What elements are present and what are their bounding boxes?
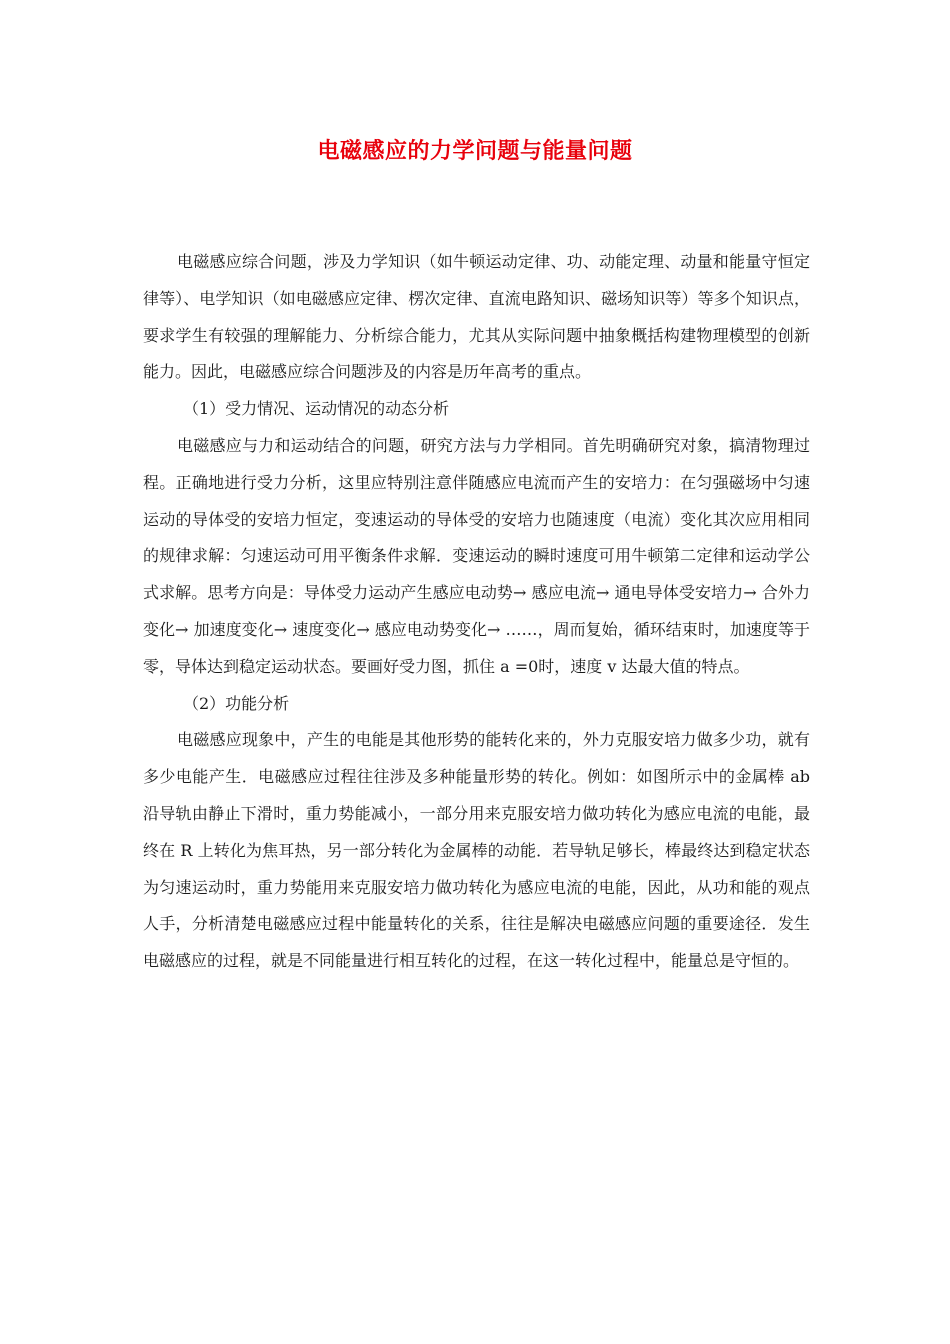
section-heading-force-motion: （1）受力情况、运动情况的动态分析 <box>183 399 450 419</box>
section-paragraph-force-motion: 电磁感应与力和运动结合的问题，研究方法与力学相同。首先明确研究对象，搞清物理过程。正确地进行受力分析，这里应特别注意伴随感应电流而产生的安培力：在匀强磁场中匀速运动的导体受的安培力恒定，变速运动的导体受的安培力也随速度（电流）变化其次应用相同的规律求解：匀速运动可用平衡条件求解．变速运动的瞬时速度可用牛顿第二定律和运动学公式求解。思考方向是：导体受力运动产生感应电动势→ 感应电流→ 通电导体受安培力→ 合外力变化→ 加速度变化→ 速度变化→ 感应电动势变化→ ……，周而复始，循环结束时，加速度等于零，导体达到稳定运动状态。要画好受力图，抓住 a =0时，速度 v 达最大值的特点。 <box>143 435 810 676</box>
section-heading-energy: （2）功能分析 <box>183 693 290 713</box>
document-body <box>143 244 810 980</box>
intro-paragraph: 电磁感应综合问题，涉及力学知识（如牛顿运动定律、功、动能定理、动量和能量守恒定律等）、电学知识（如电磁感应定律、楞次定律、直流电路知识、磁场知识等）等多个知识点，要求学生有较强的理解能力、分析综合能力，尤其从实际问题中抽象概括构建物理模型的创新能力。因此，电磁感应综合问题涉及的内容是历年高考的重点。 <box>143 252 810 382</box>
document-title: 电磁感应的力学问题与能量问题 <box>317 139 633 164</box>
section-paragraph-energy: 电磁感应现象中，产生的电能是其他形势的能转化来的，外力克服安培力做多少功，就有多少电能产生．电磁感应过程往往涉及多种能量形势的转化。例如：如图所示中的金属棒 ab 沿导轨由静止下滑时，重力势能减小，一部分用来克服安培力做功转化为感应电流的电能，最终在 R 上转化为焦耳热，另一部分转化为金属棒的动能．若导轨足够长，棒最终达到稳定状态为匀速运动时，重力势能用来克服安培力做功转化为感应电流的电能，因此，从功和能的观点人手，分析清楚电磁感应过程中能量转化的关系，往往是解决电磁感应问题的重要途径．发生电磁感应的过程，就是不同能量进行相互转化的过程，在这一转化过程中，能量总是守恒的。 <box>143 730 810 971</box>
